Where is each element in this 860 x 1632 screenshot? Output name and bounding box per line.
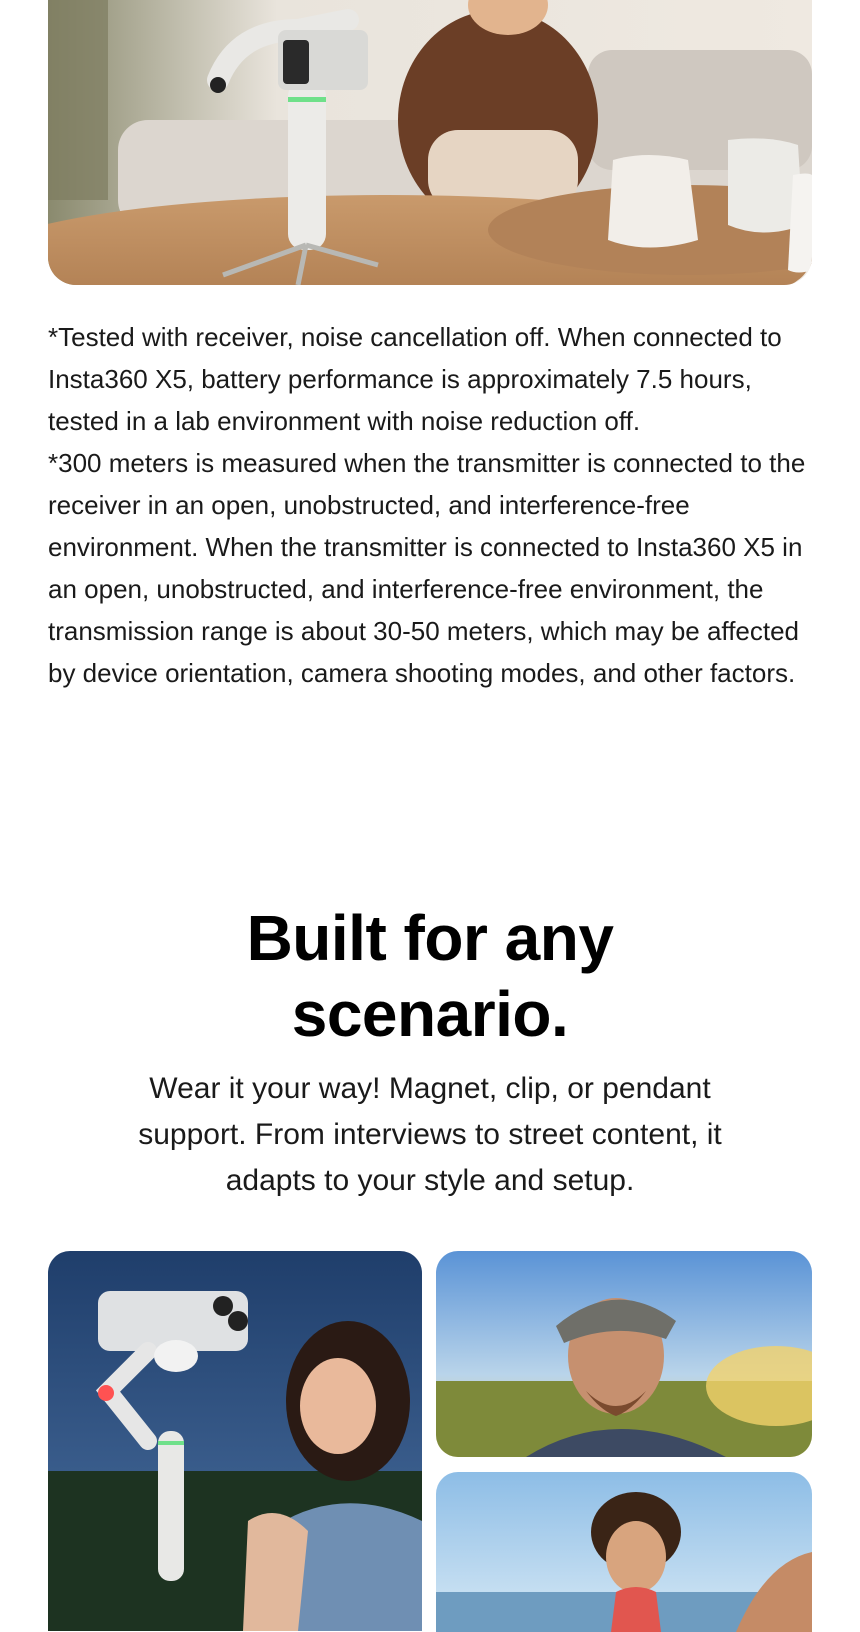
hero-illustration bbox=[48, 0, 812, 285]
footnote-range: *300 meters is measured when the transmitter is connected to the receiver in an open, unobstructed, and interference-free environment. When the transmitter is connected to Insta360 X5 in an open, unobstructed, and interference-free environment, the transmission range is about 30-50 meters, which may be affected by device orientation, camera shooting modes, and other factors. bbox=[48, 448, 806, 688]
hero-product-image bbox=[48, 0, 812, 285]
beach-illustration bbox=[436, 1472, 812, 1632]
section-title bbox=[0, 900, 860, 1052]
section-title-line-2: scenario. bbox=[291, 978, 569, 1050]
hiker-illustration bbox=[436, 1251, 812, 1457]
footnote-disclaimer bbox=[48, 316, 816, 694]
scenario-photo-beach bbox=[436, 1472, 812, 1632]
footnote-battery: *Tested with receiver, noise cancellation off. When connected to Insta360 X5, battery performance is approximately 7.5 hours, tested in a lab environment with noise reduction off. bbox=[48, 322, 782, 436]
scenario-photo-night-vlog bbox=[48, 1251, 422, 1631]
section-subtitle: Wear it your way! Magnet, clip, or pendant support. From interviews to street content, it adapts to your style and setup. bbox=[138, 1072, 722, 1197]
section-title-line-1: Built for any bbox=[246, 902, 614, 974]
scenario-photo-hiker bbox=[436, 1251, 812, 1457]
night-vlog-illustration bbox=[48, 1251, 422, 1631]
